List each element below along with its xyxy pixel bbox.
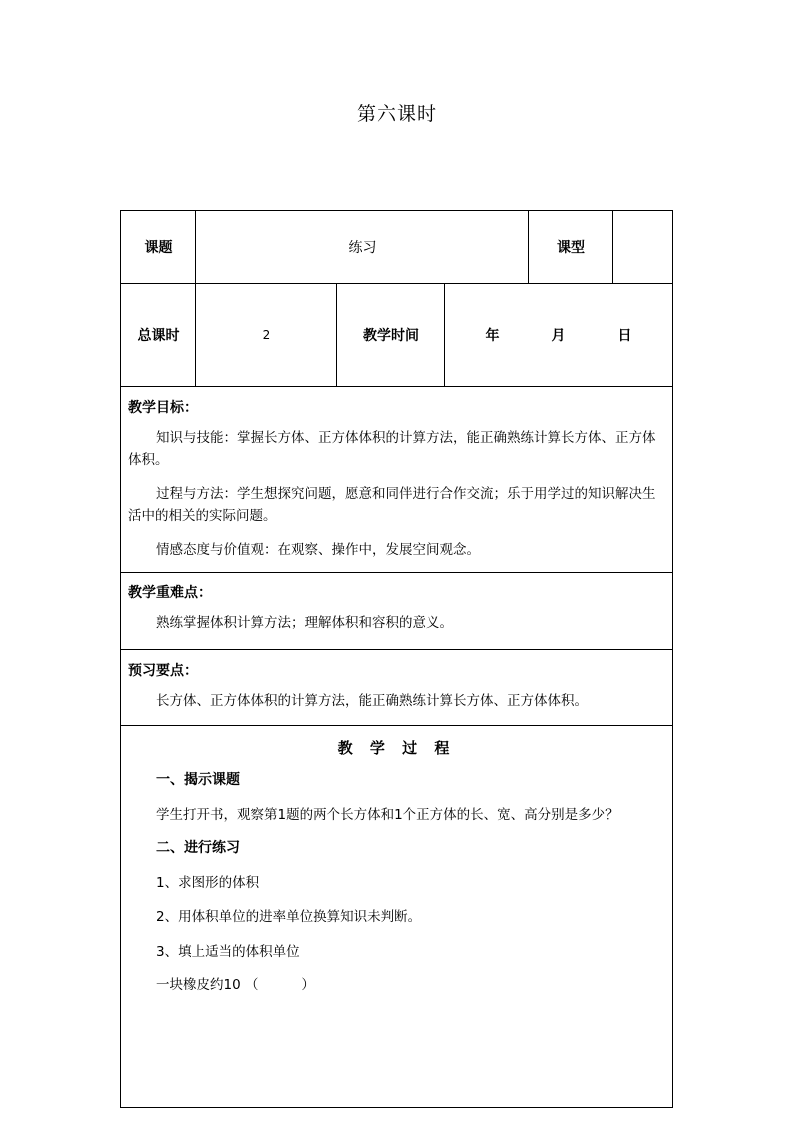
date-month: 月 bbox=[551, 328, 566, 344]
objective-emotion: 情感态度与价值观：在观察、操作中，发展空间观念。 bbox=[156, 542, 480, 558]
topic-label: 课题 bbox=[144, 240, 173, 256]
exercise-item-4: 一块橡皮约10 （ ） bbox=[156, 977, 315, 993]
divider bbox=[121, 649, 672, 650]
objective-knowledge: 知识与技能：掌握长方体、正方体体积的计算方法，能正确熟练计算长方体、正方体体积。 bbox=[128, 430, 656, 468]
divider bbox=[528, 211, 529, 283]
lesson-plan-table bbox=[120, 210, 673, 1108]
total-hours-value: 2 bbox=[262, 328, 271, 342]
divider bbox=[444, 284, 445, 386]
type-label: 课型 bbox=[557, 240, 585, 256]
objectives-section bbox=[121, 397, 672, 572]
process-title: 教 学 过 程 bbox=[337, 739, 456, 757]
difficulties-heading: 教学重难点： bbox=[128, 585, 212, 601]
divider bbox=[121, 386, 672, 387]
total-hours-label: 总课时 bbox=[137, 328, 180, 344]
teaching-time-label: 教学时间 bbox=[363, 328, 419, 344]
process-section1-text: 学生打开书，观察第1题的两个长方体和1个正方体的长、宽、高分别是多少？ bbox=[156, 807, 619, 823]
date-year: 年 bbox=[485, 328, 500, 344]
divider bbox=[195, 284, 196, 386]
divider bbox=[121, 725, 672, 726]
preview-heading: 预习要点： bbox=[128, 663, 198, 679]
objective-process: 过程与方法：学生想探究问题，愿意和同伴进行合作交流；乐于用学过的知识解决生活中的相关的实际问题。 bbox=[128, 486, 656, 524]
difficulties-text: 熟练掌握体积计算方法；理解体积和容积的意义。 bbox=[156, 615, 453, 631]
divider bbox=[195, 211, 196, 283]
document-title: 第六课时 bbox=[356, 103, 437, 125]
date-day: 日 bbox=[617, 328, 632, 344]
preview-section bbox=[121, 660, 672, 725]
exercise-item-1: 1、求图形的体积 bbox=[156, 875, 260, 891]
exercise-item-2: 2、用体积单位的进率单位换算知识未判断。 bbox=[156, 909, 422, 925]
process-section2-heading: 二、进行练习 bbox=[156, 840, 240, 856]
topic-value: 练习 bbox=[348, 240, 377, 256]
objectives-heading: 教学目标： bbox=[128, 400, 198, 416]
divider bbox=[121, 572, 672, 573]
exercise-item-3: 3、填上适当的体积单位 bbox=[156, 944, 300, 960]
divider bbox=[336, 284, 337, 386]
preview-text: 长方体、正方体体积的计算方法，能正确熟练计算长方体、正方体体积。 bbox=[156, 693, 588, 709]
teaching-date bbox=[445, 284, 672, 386]
difficulties-section bbox=[121, 582, 672, 649]
divider bbox=[612, 211, 613, 283]
process-section1-heading: 一、揭示课题 bbox=[156, 772, 240, 788]
type-value bbox=[613, 211, 672, 283]
